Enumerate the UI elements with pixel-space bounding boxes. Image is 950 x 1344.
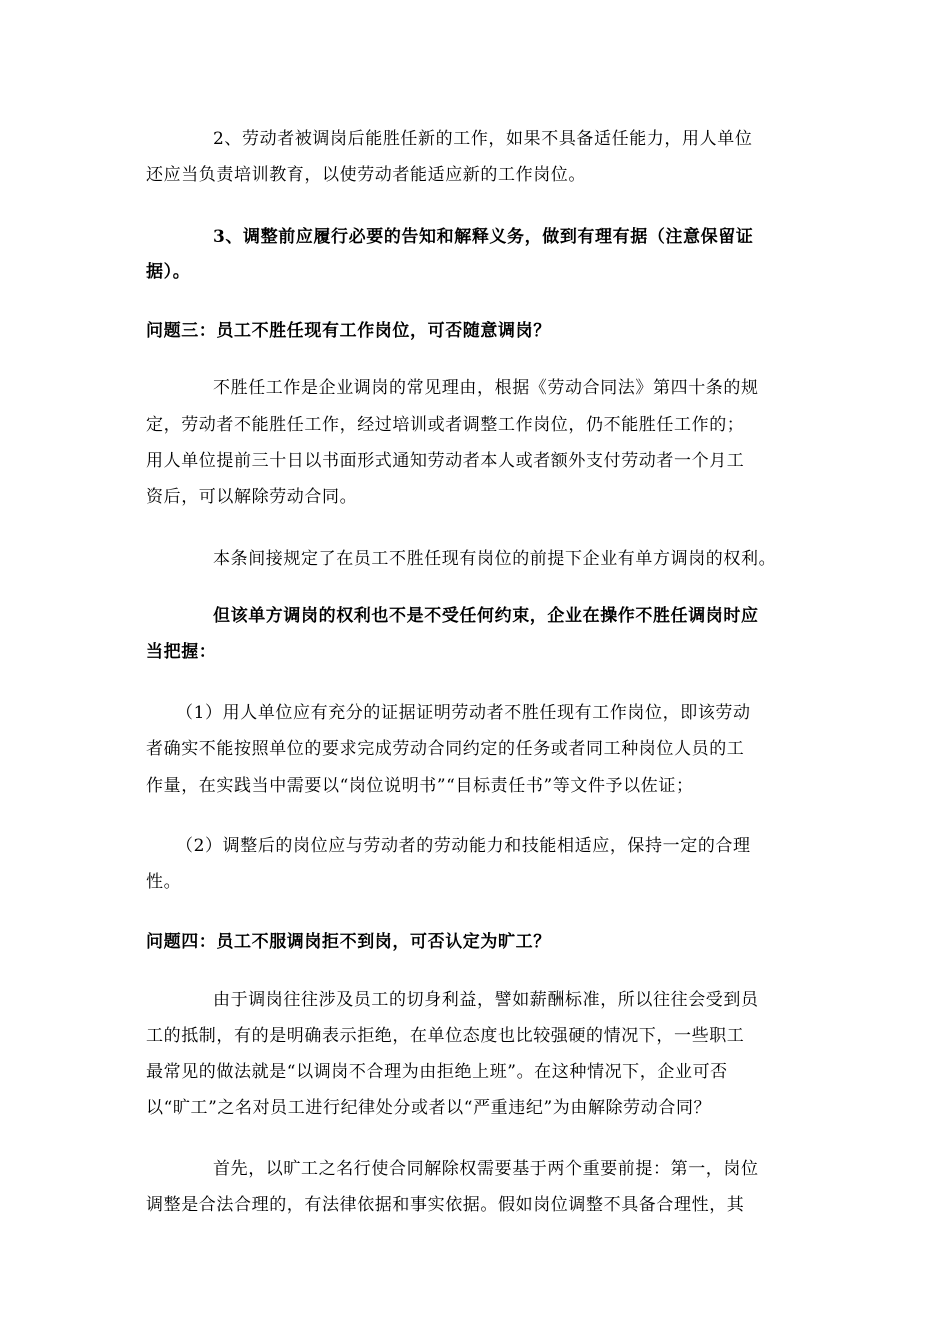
section-heading: 问题四：员工不服调岗拒不到岗，可否认定为旷工？ xyxy=(146,932,551,952)
list-item-line: （2）调整后的岗位应与劳动者的劳动能力和技能相适应，保持一定的合理 xyxy=(176,836,751,856)
list-item-line: 作量，在实践当中需要以“岗位说明书”“目标责任书”等文件予以佐证； xyxy=(146,776,694,796)
list-item-line: 者确实不能按照单位的要求完成劳动合同约定的任务或者同工种岗位人员的工 xyxy=(146,739,745,759)
paragraph-line: 首先，以旷工之名行使合同解除权需要基于两个重要前提：第一，岗位 xyxy=(213,1159,759,1179)
bold-paragraph-line: 3、调整前应履行必要的告知和解释义务，做到有理有据（注意保留证 xyxy=(213,227,754,247)
section-heading: 问题三：员工不胜任现有工作岗位，可否随意调岗？ xyxy=(146,321,551,341)
paragraph-line: 2、劳动者被调岗后能胜任新的工作，如果不具备适任能力，用人单位 xyxy=(213,129,753,149)
paragraph-line: 调整是合法合理的，有法律依据和事实依据。假如岗位调整不具备合理性，其 xyxy=(146,1195,745,1215)
bold-paragraph-line: 但该单方调岗的权利也不是不受任何约束，企业在操作不胜任调岗时应 xyxy=(213,606,759,626)
paragraph-line: 工的抵制，有的是明确表示拒绝，在单位态度也比较强硬的情况下，一些职工 xyxy=(146,1026,745,1046)
paragraph-line: 本条间接规定了在员工不胜任现有岗位的前提下企业有单方调岗的权利。 xyxy=(213,549,777,569)
paragraph-line: 用人单位提前三十日以书面形式通知劳动者本人或者额外支付劳动者一个月工 xyxy=(146,451,745,471)
list-item-line: 性。 xyxy=(146,872,182,892)
paragraph-line: 由于调岗往往涉及员工的切身利益，譬如薪酬标准，所以往往会受到员 xyxy=(213,990,759,1010)
paragraph-line: 不胜任工作是企业调岗的常见理由，根据《劳动合同法》第四十条的规 xyxy=(213,378,759,398)
paragraph-line: 最常见的做法就是“以调岗不合理为由拒绝上班”。在这种情况下，企业可否 xyxy=(146,1062,728,1082)
paragraph-line: 资后，可以解除劳动合同。 xyxy=(146,487,358,507)
list-item-line: （1）用人单位应有充分的证据证明劳动者不胜任现有工作岗位，即该劳动 xyxy=(176,703,751,723)
paragraph-line: 以“旷工”之名对员工进行纪律处分或者以“严重违纪”为由解除劳动合同？ xyxy=(146,1098,712,1118)
bold-paragraph-line: 据）。 xyxy=(146,262,191,282)
paragraph-line: 定，劳动者不能胜任工作，经过培训或者调整工作岗位，仍不能胜任工作的； xyxy=(146,415,745,435)
bold-paragraph-line: 当把握： xyxy=(146,642,217,662)
paragraph-line: 还应当负责培训教育，以使劳动者能适应新的工作岗位。 xyxy=(146,165,586,185)
